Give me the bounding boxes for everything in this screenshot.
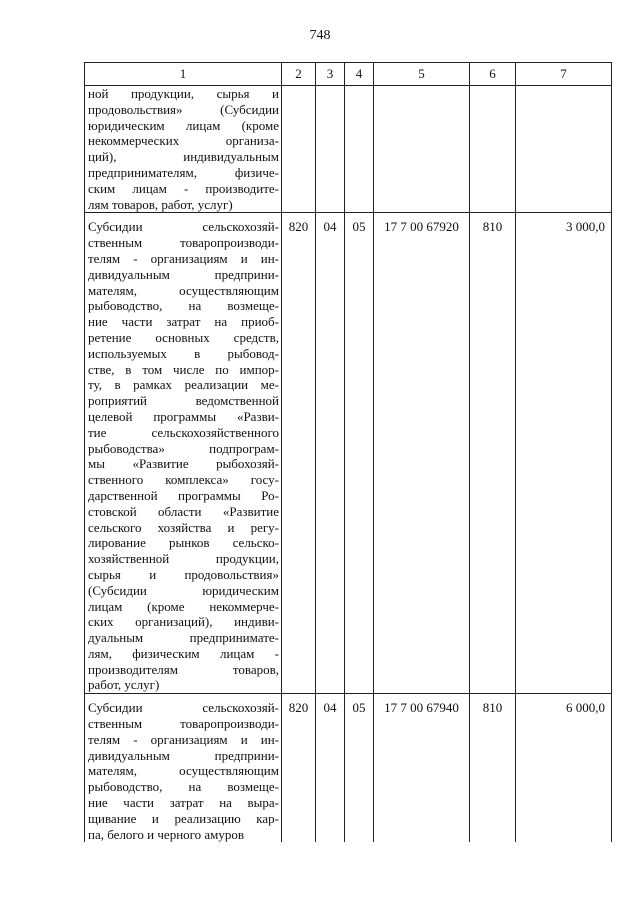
description-line: сырья и продовольствия» [88, 566, 279, 582]
description-line: мателям, осуществляющим [88, 763, 279, 779]
description-line: лям, физическим лицам - [88, 645, 279, 661]
expense-type-code: 810 [470, 213, 516, 694]
description-line: ние части затрат на выра- [88, 795, 279, 811]
description-line: производителям товаров, [88, 661, 279, 677]
description-line: лям товаров, работ, услуг) [88, 196, 233, 212]
section-code [316, 86, 345, 213]
column-header: 7 [516, 63, 612, 86]
description-line: щивание и реализацию кар- [88, 810, 279, 826]
description-line: ственного комплекса» госу- [88, 472, 279, 488]
description-line: тие сельскохозяйственного [88, 424, 279, 440]
description-line: сельского хозяйства и регу- [88, 519, 279, 535]
amount: 6 000,0 [516, 694, 612, 843]
section-code: 04 [316, 213, 345, 694]
description-line: Субсидии сельскохозяй- [88, 700, 279, 716]
target-article-code: 17 7 00 67920 [374, 213, 470, 694]
row-description [85, 694, 282, 843]
description-line: дивидуальным предприни- [88, 747, 279, 763]
section-code: 04 [316, 694, 345, 843]
ministry-code: 820 [282, 694, 316, 843]
budget-table [84, 62, 612, 842]
target-article-code: 17 7 00 67940 [374, 694, 470, 843]
description-line: рыбоводство, на возмеще- [88, 779, 279, 795]
row-description [85, 213, 282, 694]
ministry-code [282, 86, 316, 213]
description-line: ретение основных средств, [88, 329, 279, 345]
description-line: ственным товаропроизводи- [88, 716, 279, 732]
description-line: некоммерческих организа- [88, 133, 279, 149]
subsection-code: 05 [345, 694, 374, 843]
expense-type-code [470, 86, 516, 213]
table-row [85, 213, 612, 694]
page-number: 748 [309, 28, 331, 43]
ministry-code: 820 [282, 213, 316, 694]
description-line: ту, в рамках реализации ме- [88, 377, 279, 393]
description-line: предпринимателям, физиче- [88, 164, 279, 180]
description-line: рыбоводства» подпрограм- [88, 440, 279, 456]
description-line: ских организаций), индиви- [88, 614, 279, 630]
description-line: целевой программы «Разви- [88, 408, 279, 424]
description-line: телям - организациям и ин- [88, 250, 279, 266]
description-line: па, белого и черного амуров [88, 826, 245, 842]
description-line: мателям, осуществляющим [88, 282, 279, 298]
amount [516, 86, 612, 213]
description-line: работ, услуг) [88, 677, 160, 693]
description-line: лирование рынков сельско- [88, 535, 279, 551]
description-line: ственным товаропроизводи- [88, 235, 279, 251]
column-header: 3 [316, 63, 345, 86]
column-header: 1 [85, 63, 282, 86]
description-line: ций), индивидуальным [88, 149, 279, 165]
description-line: стовской области «Развитие [88, 503, 279, 519]
description-line: юридическим лицам (кроме [88, 117, 279, 133]
table-row [85, 694, 612, 843]
column-header: 5 [374, 63, 470, 86]
subsection-code [345, 86, 374, 213]
expense-type-code: 810 [470, 694, 516, 843]
description-line: телям - организациям и ин- [88, 731, 279, 747]
description-line: ние части затрат на приоб- [88, 314, 279, 330]
description-line: используемых в рыбовод- [88, 345, 279, 361]
table-row [85, 86, 612, 213]
description-line: хозяйственной продукции, [88, 551, 279, 567]
description-line: роприятий ведомственной [88, 393, 279, 409]
column-header: 4 [345, 63, 374, 86]
amount: 3 000,0 [516, 213, 612, 694]
description-line: лицам (кроме некоммерче- [88, 598, 279, 614]
description-line: дивидуальным предприни- [88, 266, 279, 282]
column-header: 2 [282, 63, 316, 86]
column-header: 6 [470, 63, 516, 86]
target-article-code [374, 86, 470, 213]
row-description [85, 86, 282, 213]
description-line: дуальным предпринимате- [88, 630, 279, 646]
description-line: продовольствия» (Субсидии [88, 101, 279, 117]
description-line: рыбоводство, на возмеще- [88, 298, 279, 314]
description-line: дарственной программы Ро- [88, 487, 279, 503]
description-line: (Субсидии юридическим [88, 582, 279, 598]
description-line: стве, в том числе по импор- [88, 361, 279, 377]
header-row [85, 63, 612, 86]
description-line: Субсидии сельскохозяй- [88, 219, 279, 235]
table-body [85, 86, 612, 843]
subsection-code: 05 [345, 213, 374, 694]
description-line: мы «Развитие рыбохозяй- [88, 456, 279, 472]
description-line: ной продукции, сырья и [88, 86, 279, 101]
description-line: ским лицам - производите- [88, 180, 279, 196]
